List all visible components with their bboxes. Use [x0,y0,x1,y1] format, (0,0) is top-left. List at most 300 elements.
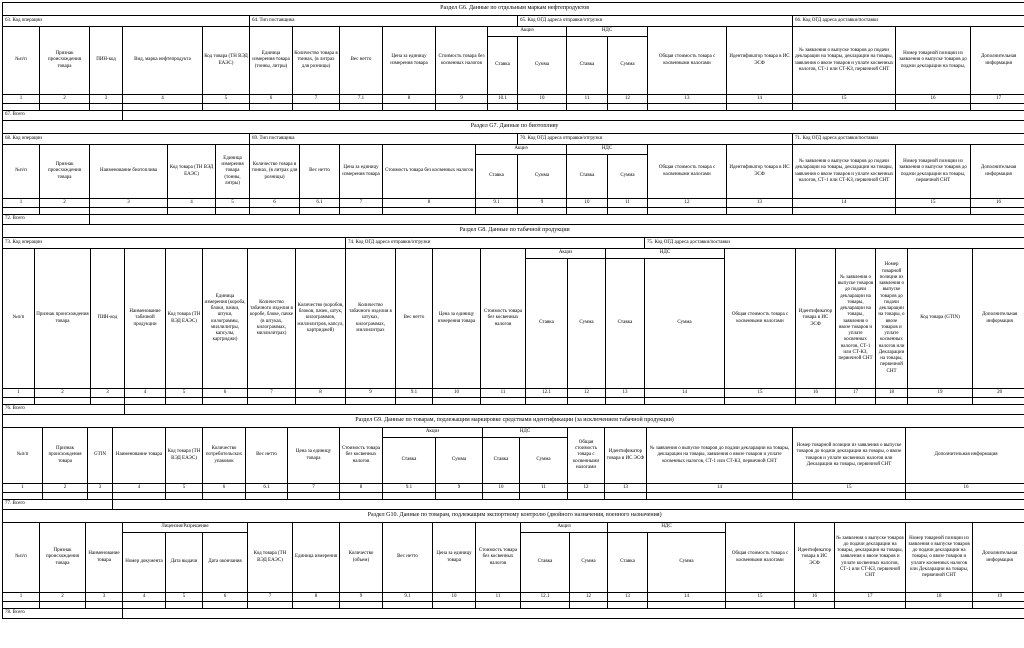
sub-header-cell: Ставка [383,438,436,484]
group-header-cell: Акциз [476,145,567,155]
row-title [3,121,1024,134]
empty-data-cell [166,493,203,500]
empty-data-cell [568,493,605,500]
column-number-cell: 15 [793,484,906,493]
row-grp [3,249,1024,259]
column-number-cell: 17 [971,95,1024,104]
empty-data-cell [203,493,246,500]
field-strip-label: 73. Код операции [3,238,346,249]
column-number-cell: 10 [483,484,520,493]
section-title: Раздел G7. Данные по биотопливу [3,121,1024,134]
column-number-cell: 13 [606,389,645,398]
empty-data-cell [246,493,288,500]
column-header-cell: Общая стоимость товара с косвенными налогами [568,428,605,484]
column-number-cell: 17 [836,389,876,398]
column-header-cell: Дополнительная информация [906,428,1024,484]
column-header-cell: Количество табачного изделия в коробе, блоке, пачке (в штуках, килограммах, миллилитрах) [248,249,296,389]
empty-data-cell [483,493,520,500]
empty-data-cell [88,493,113,500]
column-number-cell: 2 [40,199,90,208]
column-number-cell: 13 [605,484,647,493]
column-number-cell: 2 [35,389,91,398]
row-total [3,111,1024,121]
column-header-cell: Стоимость товара без косвенных налогов [476,523,521,593]
field-strip-label: 65. Код ОГД адреса отправки/отгрузки [518,16,793,27]
column-number-cell: 11 [567,95,608,104]
row-grp [3,27,1024,37]
empty-data-cell [248,602,293,609]
column-header-cell: Количество товара в тоннах, (в литрах для розницы) [250,145,300,199]
group-header-cell: НДС [606,249,725,259]
column-header-cell: № заявления о выпуске товаров до подачи декларации на товары, декларации на товары, заявления о ввозе товаров и уплате косвенных налогов, СТ-1 или СТ-КЗ, первичной СНТ [793,27,896,95]
sub-header-cell: Ставка [567,155,608,199]
column-number-cell: 5 [166,484,203,493]
column-number-cell: 6 [203,484,246,493]
sub-header-cell: Сумма [568,259,606,389]
row-total [3,215,1024,225]
column-number-cell: 4 [125,389,166,398]
empty-data-cell [40,208,90,215]
column-header-cell: Единица измерения [293,523,340,593]
empty-data-cell [125,398,166,405]
empty-data-cell [796,398,836,405]
column-header-cell: Дополнительная информация [973,523,1024,593]
sub-header-cell: Сумма [436,438,483,484]
column-number-cell: 18 [876,389,908,398]
sub-header-cell: Сумма [520,438,568,484]
section-title: Раздел G9. Данные по товарам, подлежащим маркировке средствами идентификации (за исключением табачной продукции) [3,415,1024,428]
column-header-cell: Идентификатор товара в ИС ЭСФ [605,428,647,484]
empty-data-cell [90,104,123,111]
column-header-cell: Количество (объем) [340,523,383,593]
sub-header-cell: Дата окончания [203,533,248,593]
row-num [3,95,1024,104]
empty-data-cell [3,208,40,215]
column-header-cell: Единица измерения (короба, блоки, пачки, штуки, килограммы, миллилитры, капсулы, картриджи) [203,249,248,389]
empty-data-cell [248,398,296,405]
column-header-cell: №п/п [3,523,40,593]
column-header-cell: №п/п [3,27,40,95]
column-number-cell: 5 [166,389,203,398]
column-header-cell: Вес нетто [246,428,288,484]
section-title: Раздел G6. Данные по отдельным маркам нефтепродуктов [3,3,1024,16]
sub-header-cell: Ставка [488,37,518,95]
row-strip [3,238,1024,249]
row-grp [3,523,1024,533]
sub-header-cell: Ставка [476,155,518,199]
column-number-cell: 16 [971,199,1024,208]
section-table-g9 [2,414,1024,510]
column-number-cell: 1 [3,484,43,493]
column-header-cell: Вес нетто [383,523,433,593]
column-number-cell: 14 [793,199,896,208]
sub-header-cell: Ставка [526,259,568,389]
column-number-cell: 4 [168,199,216,208]
column-header-cell: Цена за единицу измерения товара [433,249,481,389]
column-number-cell: 7 [248,389,296,398]
empty-data-cell [3,602,40,609]
empty-data-cell [481,398,526,405]
column-header-cell: Единица измерения товара (тонны, литры) [216,145,250,199]
column-header-cell: Цена за единицу измерения товара [383,27,436,95]
column-header-cell: Признак происхождения товара [35,249,91,389]
sub-header-cell: Ставка [608,533,648,593]
column-number-cell: 13 [648,95,727,104]
column-number-cell: 9.1 [476,199,518,208]
column-header-cell: Общая стоимость товара с косвенными налогами [726,523,795,593]
empty-data-cell [396,398,433,405]
sub-header-cell: Сумма [570,533,608,593]
empty-data-cell [521,602,570,609]
empty-data-cell [973,398,1024,405]
column-number-cell: 13 [727,199,793,208]
empty-data-cell [340,602,383,609]
empty-data-cell [648,602,726,609]
empty-data-cell [3,493,43,500]
column-header-cell: Вес нетто [396,249,433,389]
column-header-cell: Код товара (ТН ВЭД ЕАЭС) [168,145,216,199]
empty-data-cell [488,104,518,111]
empty-data-cell [3,104,40,111]
sub-header-cell: Сумма [518,155,567,199]
empty-data-cell [518,104,567,111]
column-header-cell: Код товара (GTIN) [908,249,973,389]
column-header-cell: Код товара (ТН ВЭД ЕАЭС) [248,523,293,593]
empty-data-cell [340,208,383,215]
column-number-cell: 11 [476,593,521,602]
empty-data-cell [383,104,436,111]
total-label: 67. Всего [3,111,123,121]
column-header-cell: Дополнительная информация [973,249,1024,389]
column-number-cell: 14 [727,95,793,104]
column-header-cell: №п/п [3,428,43,484]
column-header-cell: Дополнительная информация [971,145,1024,199]
row-num [3,593,1024,602]
column-number-cell: 7 [288,484,340,493]
row-total [3,500,1024,510]
total-label: 78. Всего [3,609,123,619]
row-num [3,199,1024,208]
empty-data-cell [35,398,91,405]
empty-data-cell [86,602,123,609]
column-number-cell: 1 [3,199,40,208]
column-header-cell: ПИН-код [90,27,123,95]
empty-data-cell [433,602,476,609]
row-grp [3,145,1024,155]
empty-data-cell [605,493,647,500]
column-header-cell: Дополнительная информация [971,27,1024,95]
empty-data-cell [647,493,793,500]
empty-data-cell [91,398,125,405]
empty-data-cell [436,493,483,500]
column-number-cell: 14 [647,484,793,493]
column-number-cell: 13 [608,593,648,602]
column-number-cell: 3 [86,593,123,602]
column-header-cell: Количество (коробов, блоков, пачек, штук, килограммов, миллилитров, капсул, картриджей) [296,249,346,389]
field-strip-label: 74. Код ОГД адреса отправки/отгрузки [346,238,645,249]
empty-data-cell [971,208,1024,215]
field-strip-label: 71. Код ОГД адреса доставки/поставки [793,134,1024,145]
column-header-cell: Наименование биотоплива [90,145,168,199]
empty-data-cell [518,208,567,215]
column-number-cell: 5 [166,593,203,602]
column-header-cell: Идентификатор товара в ИС ЭСФ [795,523,835,593]
group-header-cell: НДС [608,523,726,533]
empty-data-cell [288,493,340,500]
column-number-cell: 3 [90,199,168,208]
field-strip-label: 70. Код ОГД адреса отправки/отгрузки [518,134,793,145]
column-number-cell: 7 [340,199,383,208]
column-header-cell: Общая стоимость товара с косвенными налогами [648,145,727,199]
row-title [3,3,1024,16]
column-header-cell: Признак происхождения товара [40,523,86,593]
total-label: 77. Всего [3,500,113,510]
sub-header-cell: Сумма [645,259,725,389]
column-header-cell: Стоимость товара без косвенных налогов [383,145,476,199]
empty-data-cell [340,104,383,111]
row-empty [3,104,1024,111]
row-num [3,484,1024,493]
column-header-cell: Номер товарной позиции из заявления о выпуске товаров до подачи декларации на товары, [896,27,971,95]
row-title [3,510,1024,523]
column-header-cell: Стоимость товара без косвенных налогов [340,428,383,484]
empty-data-cell [567,104,608,111]
group-header-cell: Лицензия/Разрешение [123,523,248,533]
column-header-cell: Стоимость товара без косвенных налогов [481,249,526,389]
field-strip-label: 69. Тип поставщика [250,134,518,145]
empty-data-cell [383,493,436,500]
empty-data-cell [608,104,648,111]
column-header-cell: Общая стоимость товара с косвенными налогами [648,27,727,95]
column-number-cell: 17 [835,593,906,602]
group-header-cell: Акциз [526,249,606,259]
empty-data-cell [383,602,433,609]
field-strip-label: 68. Код операции [3,134,250,145]
column-number-cell: 12 [568,389,606,398]
column-number-cell: 12 [608,95,648,104]
column-number-cell: 6 [203,593,248,602]
empty-data-cell [570,602,608,609]
empty-data-cell [727,208,793,215]
empty-data-cell [645,398,725,405]
group-header-cell: НДС [567,145,648,155]
column-number-cell: 15 [793,95,896,104]
empty-data-cell [648,208,727,215]
column-number-cell: 2 [43,484,88,493]
column-number-cell: 5 [216,199,250,208]
empty-data-cell [520,493,568,500]
column-number-cell: 20 [973,389,1024,398]
column-number-cell: 9.1 [383,593,433,602]
column-number-cell: 9 [518,199,567,208]
column-number-cell: 6 [250,199,300,208]
column-number-cell: 6.1 [300,199,340,208]
sub-header-cell: Сумма [608,37,648,95]
row-title [3,415,1024,428]
column-number-cell: 14 [645,389,725,398]
column-number-cell: 14 [648,593,726,602]
sub-header-cell: Сумма [608,155,648,199]
column-number-cell: 8 [383,199,476,208]
empty-data-cell [40,104,90,111]
column-number-cell: 12.1 [521,593,570,602]
row-title [3,225,1024,238]
column-number-cell: 5 [203,95,250,104]
row-num [3,389,1024,398]
column-header-cell: Идентификатор товара в ИС ЭСФ [796,249,836,389]
empty-data-cell [608,602,648,609]
field-strip-label: 66. Код ОГД адреса доставки/поставки [793,16,1024,27]
group-header-cell: Акциз [383,428,483,438]
empty-data-cell [203,602,248,609]
empty-data-cell [90,208,168,215]
empty-data-cell [383,208,476,215]
column-number-cell: 1 [3,95,40,104]
column-number-cell: 9 [340,593,383,602]
column-header-cell: Стоимость товара без косвенных налогов [436,27,488,95]
total-label: 72. Всего [3,215,90,225]
column-number-cell: 3 [88,484,113,493]
sub-header-cell: Ставка [606,259,645,389]
column-header-cell: № заявления о выпуске товаров до подачи декларации на товары, декларации на товары, заявления о ввозе товаров и уплате косвенных налогов, СТ-1 или СТ-КЗ, первичной СНТ [793,145,896,199]
empty-data-cell [896,208,971,215]
total-value-cell [113,500,1024,510]
column-number-cell: 9.1 [396,389,433,398]
column-header-cell: Номер товарной позиции из заявления о выпуске товаров до подачи декларации на товары, о ввозе товаров и уплате косвенных налогов или Декларации на товары, первичной СНТ [876,249,908,389]
empty-data-cell [123,602,166,609]
column-number-cell: 9 [436,484,483,493]
empty-data-cell [726,602,795,609]
column-header-cell: Код товара (ТН ВЭД ЕАЭС) [166,428,203,484]
column-header-cell: Вид, марка нефтепродукта [123,27,203,95]
column-header-cell: Код товара (ТН ВЭД ЕАЭС) [203,27,250,95]
column-number-cell: 10 [433,389,481,398]
column-number-cell: 15 [725,389,796,398]
column-number-cell: 19 [908,389,973,398]
section-table-g6 [2,2,1024,121]
column-number-cell: 7 [293,95,340,104]
sub-header-cell: Ставка [567,37,608,95]
empty-data-cell [43,493,88,500]
empty-data-cell [793,493,906,500]
empty-data-cell [293,602,340,609]
column-number-cell: 7 [248,593,293,602]
row-empty [3,602,1024,609]
sub-header-cell: Ставка [521,533,570,593]
column-number-cell: 10 [433,593,476,602]
empty-data-cell [567,208,608,215]
column-number-cell: 8 [383,95,436,104]
sub-header-cell: Дата выдачи [166,533,203,593]
column-header-cell: №п/п [3,145,40,199]
column-header-cell: GTIN [88,428,113,484]
column-number-cell: 12 [568,484,605,493]
column-header-cell: Общая стоимость товара с косвенными налогами [725,249,796,389]
column-header-cell: Единица измерения товара (тонны, литры) [250,27,293,95]
column-number-cell: 15 [726,593,795,602]
empty-data-cell [203,398,248,405]
empty-data-cell [725,398,796,405]
column-header-cell: Номер товарной позиции из заявления о выпуске товаров до подачи декларации на товары, о ввозе товаров и уплате косвенных налогов или Декларации на товары, первичной СНТ [793,428,906,484]
empty-data-cell [300,208,340,215]
empty-data-cell [340,493,383,500]
column-header-cell: Вес нетто [340,27,383,95]
field-strip-label: 75. Код ОГД адреса доставки/поставки [645,238,1024,249]
column-number-cell: 16 [795,593,835,602]
column-number-cell: 2 [40,95,90,104]
column-number-cell: 9.1 [383,484,436,493]
column-number-cell: 8 [296,389,346,398]
total-value-cell [123,609,1024,619]
empty-data-cell [250,208,300,215]
column-header-cell: Количество потребительских упаковок [203,428,246,484]
column-number-cell: 15 [896,199,971,208]
empty-data-cell [526,398,568,405]
column-header-cell: Наименование товара [113,428,166,484]
empty-data-cell [568,398,606,405]
empty-data-cell [436,104,488,111]
row-strip [3,134,1024,145]
group-header-cell: НДС [483,428,568,438]
field-strip-label: 63. Код операции [3,16,250,27]
column-number-cell: 1 [3,389,35,398]
column-header-cell: № заявления о выпуске товаров до подачи декларации на товары, декларации на товары, заявления о ввозе товаров и уплате косвенных налогов, СТ-1 или СТ-КЗ, первичной СНТ [647,428,793,484]
column-number-cell: 8 [340,484,383,493]
empty-data-cell [296,398,346,405]
column-header-cell: Номер товарной позиции из заявления о выпуске товаров до подачи декларации на товары, первичной СНТ [896,145,971,199]
empty-data-cell [40,602,86,609]
empty-data-cell [876,398,908,405]
empty-data-cell [795,602,835,609]
empty-data-cell [906,602,973,609]
empty-data-cell [346,398,396,405]
column-number-cell: 16 [896,95,971,104]
empty-data-cell [835,602,906,609]
column-header-cell: Количество товара в тоннах, (в литрах для розницы) [293,27,340,95]
column-header-cell: №п/п [3,249,35,389]
row-empty [3,208,1024,215]
column-number-cell: 10 [567,199,608,208]
column-number-cell: 12.1 [526,389,568,398]
column-header-cell: Цена за единицу товара [433,523,476,593]
row-total [3,405,1024,415]
column-header-cell: Идентификатор товара в ИС ЭСФ [727,145,793,199]
empty-data-cell [113,493,166,500]
column-number-cell: 4 [123,95,203,104]
total-value-cell [125,405,1024,415]
column-number-cell: 10 [518,95,567,104]
empty-data-cell [973,602,1024,609]
section-title: Раздел G10. Данные по товарам, подлежащим экспортному контролю (двойного назначения, военного назначения) [3,510,1024,523]
section-table-g10 [2,509,1024,619]
empty-data-cell [908,398,973,405]
empty-data-cell [216,208,250,215]
column-number-cell: 6 [250,95,293,104]
column-header-cell: Наименование табачной продукции [125,249,166,389]
column-header-cell: Признак происхождения товара [40,27,90,95]
empty-data-cell [203,104,250,111]
column-header-cell: Цена за единицу товара [288,428,340,484]
section-table-g8 [2,224,1024,415]
empty-data-cell [250,104,293,111]
total-value-cell [123,111,1024,121]
column-number-cell: 7.1 [340,95,383,104]
empty-data-cell [896,104,971,111]
column-number-cell: 3 [90,95,123,104]
empty-data-cell [727,104,793,111]
group-header-cell: НДС [567,27,648,37]
column-header-cell: ПИН-код [91,249,125,389]
